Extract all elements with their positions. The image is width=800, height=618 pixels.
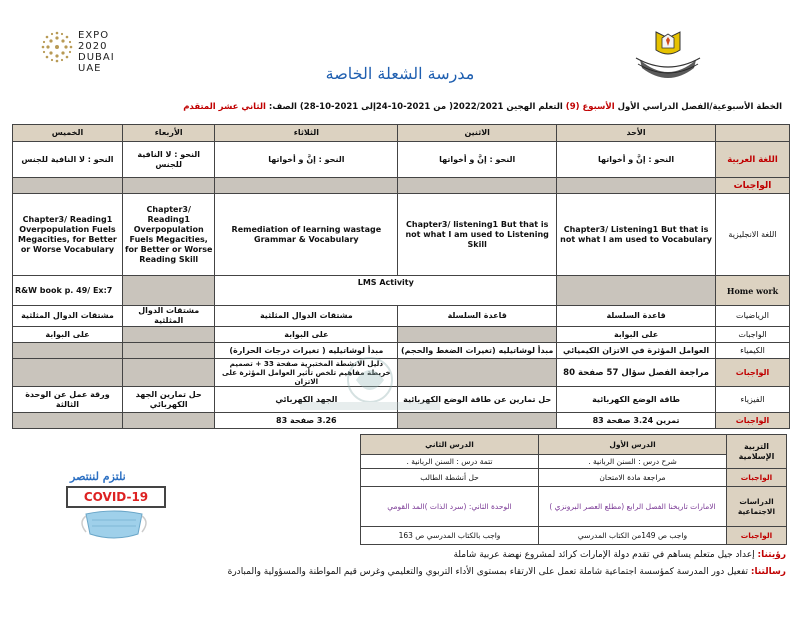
english-homework-row <box>13 276 790 306</box>
english-thu: Chapter3/ Reading1 Overpopulation Fuels Megacities, for Better or Worse Vocabulary <box>13 194 123 276</box>
expo-emblem-icon <box>40 30 74 64</box>
expo-2020-logo <box>40 30 130 85</box>
subjects-lessons-table <box>360 434 787 545</box>
covid-label: COVID-19 <box>66 486 166 508</box>
islamic-label: التربية الإسلامية <box>727 435 787 469</box>
math-thu: مشتقات الدوال المثلثية <box>13 306 123 327</box>
english-sun: Chapter3/ Listening1 But that is not what I am used to Vocabulary <box>557 194 716 276</box>
chem-tue: مبدأ لوشاتيليه ( تغيرات درجات الحرارة) <box>215 343 398 359</box>
phys-homework-label: الواجبات <box>716 413 790 429</box>
math-hw-mon <box>398 327 557 343</box>
social-homework-row <box>361 527 787 545</box>
arabic-mon: النحو : إنَّ و أخواتها <box>398 142 557 178</box>
math-hw-tue: على البوابة <box>215 327 398 343</box>
chem-hw-thu <box>13 359 123 387</box>
arabic-hw-wed <box>122 178 215 194</box>
math-row <box>13 306 790 327</box>
day-sun: الأحد <box>557 125 716 142</box>
social-label: الدراسات الاجتماعية <box>727 487 787 527</box>
english-hw-sun <box>557 276 716 306</box>
phys-hw-tue: 3.26 صفحة 83 <box>215 413 398 429</box>
social-lesson2: الوحدة الثاني: (سرد الذات )المد القومي <box>361 487 539 527</box>
english-homework-label: Home work <box>716 276 790 306</box>
days-header-row <box>13 125 790 142</box>
expo-year: 2020 <box>78 41 108 52</box>
english-row <box>13 194 790 276</box>
plan-week: الأسبوع (9) <box>565 102 615 112</box>
chem-hw-tue: دليل الانشطة المختبرية صفحة 33 + تصميم خريطة مفاهيم تلخص تأثير العوامل المؤثرة على الاتزان <box>215 359 398 387</box>
mission-text: تفعيل دور المدرسة كمؤسسة اجتماعية شاملة تعمل على الارتقاء بمستوى الأداء التربوي والتعليمي وغرس قيم المواطنة والمسؤولية والمبادرة <box>227 567 748 577</box>
phys-label: الفيزياء <box>716 387 790 413</box>
plan-grade: الثاني عشر المتقدم <box>183 102 266 112</box>
arabic-hw-sun <box>557 178 716 194</box>
islamic-homework-row <box>361 469 787 487</box>
vision-statement <box>150 550 786 560</box>
mission-statement <box>40 567 786 577</box>
arabic-homework-label: الواجبات <box>716 178 790 194</box>
expo-word: EXPO <box>78 30 110 41</box>
islamic-lessons-row <box>361 455 787 469</box>
arabic-tue: النحو : إنَّ و أخواتها <box>215 142 398 178</box>
arabic-homework-row <box>13 178 790 194</box>
chem-sun: العوامل المؤثرة في الاتزان الكيميائي <box>557 343 716 359</box>
phys-mon: حل تمارين عن طاقة الوضع الكهربائية <box>398 387 557 413</box>
expo-wordmark <box>78 30 115 74</box>
arabic-wed: النحو : لا النافية للجنس <box>122 142 215 178</box>
math-sun: قاعدة السلسلة <box>557 306 716 327</box>
lesson2-header: الدرس الثاني <box>361 435 539 455</box>
math-hw-sun: على البوابة <box>557 327 716 343</box>
weekly-plan-header <box>150 102 782 112</box>
arabic-hw-mon <box>398 178 557 194</box>
english-mon: Chapter3/ listening1 But that is not what I am used to Listening Skill <box>398 194 557 276</box>
phys-hw-wed <box>122 413 215 429</box>
watermark-logo-icon <box>260 350 480 420</box>
phys-hw-thu <box>13 413 123 429</box>
chem-hw-sun: مراجعة الفصل سؤال 57 صفحة 80 <box>557 359 716 387</box>
chem-homework-label: الواجبات <box>716 359 790 387</box>
islamic-homework-label: الواجبات <box>727 469 787 487</box>
plan-semester: الخطة الأسبوعية/الفصل الدراسي الأول <box>617 102 782 112</box>
english-hw-wed <box>122 276 215 306</box>
islamic-hw2: حل أنشطة الطالب <box>361 469 539 487</box>
arabic-thu: النحو : لا النافية للجنس <box>13 142 123 178</box>
math-hw-wed <box>122 327 215 343</box>
corner-cell <box>716 125 790 142</box>
social-homework-label: الواجبات <box>727 527 787 545</box>
phys-hw-sun: تمرين 3.24 صفحة 83 <box>557 413 716 429</box>
english-label: اللغة الانجليزية <box>716 194 790 276</box>
chem-mon: مبدأ لوشاتيليه (تغيرات الضغط والحجم) <box>398 343 557 359</box>
english-wed: Chapter3/ Reading1 Overpopulation Fuels Megacities, for Better or Worse Reading Skill <box>122 194 215 276</box>
english-tue: Remediation of learning wastage Grammar & Vocabulary <box>215 194 398 276</box>
english-hw-thu: R&W book p. 49/ Ex:7 <box>13 276 123 306</box>
arabic-label: اللغة العربية <box>716 142 790 178</box>
vision-label: رؤيتنا: <box>757 550 786 560</box>
arabic-row <box>13 142 790 178</box>
chem-wed <box>122 343 215 359</box>
math-hw-thu: على البوابة <box>13 327 123 343</box>
day-mon: الاثنين <box>398 125 557 142</box>
phys-tue: الجهد الكهربائي <box>215 387 398 413</box>
covid-slogan: نلتزم لننتصر <box>70 470 126 483</box>
arabic-sun: النحو : إنَّ و أخواتها <box>557 142 716 178</box>
social-hw1: واجب ص 149من الكتاب المدرسي <box>539 527 727 545</box>
day-tue: الثلاثاء <box>215 125 398 142</box>
math-label: الرياضيات <box>716 306 790 327</box>
lesson1-header: الدرس الأول <box>539 435 727 455</box>
math-wed: مشتقات الدوال المثلثية <box>122 306 215 327</box>
plan-dates: التعلم الهجين 2022/2021( من 2021-10-24إلى 2021-10-28) الصف: <box>268 102 563 112</box>
math-homework-row <box>13 327 790 343</box>
chem-label: الكيمياء <box>716 343 790 359</box>
phys-thu: ورقة عمل عن الوحدة الثالثة <box>13 387 123 413</box>
chem-hw-wed <box>122 359 215 387</box>
school-name: مدرسة الشعلة الخاصة <box>325 64 475 83</box>
islamic-hw1: مراجعة مادة الامتحان <box>539 469 727 487</box>
lessons-header-row <box>361 435 787 455</box>
islamic-lesson2: تتمة درس : السنن الربانية . <box>361 455 539 469</box>
math-homework-label: الواجبات <box>716 327 790 343</box>
social-hw2: واجب بالكتاب المدرسي ص 163 <box>361 527 539 545</box>
face-mask-icon <box>78 508 150 542</box>
school-logo <box>628 28 708 86</box>
phys-sun: طاقة الوضع الكهربائية <box>557 387 716 413</box>
islamic-lesson1: شرح درس : السنن الربانية . <box>539 455 727 469</box>
phys-wed: حل تمارين الجهد الكهربائي <box>122 387 215 413</box>
social-lessons-row <box>361 487 787 527</box>
arabic-hw-thu <box>13 178 123 194</box>
school-crest-icon <box>628 28 708 86</box>
covid-awareness-badge <box>60 470 170 550</box>
math-tue: مشتقات الدوال المثلثية <box>215 306 398 327</box>
day-thu: الخميس <box>13 125 123 142</box>
vision-text: إعداد جيل متعلم يساهم في تقدم دولة الإمارات كرائد لمشروع نهضة عربية شاملة <box>453 550 755 560</box>
expo-city: DUBAI <box>78 52 115 63</box>
mission-label: رسالتنا: <box>750 567 786 577</box>
arabic-hw-tue <box>215 178 398 194</box>
chem-thu <box>13 343 123 359</box>
expo-country: UAE <box>78 63 102 74</box>
day-wed: الأربعاء <box>122 125 215 142</box>
english-hw-mon-tue: LMS Activity <box>215 276 557 306</box>
social-lesson1: الامارات تاريخنا الفصل الرابع (مطلع العصر البرونزي ) <box>539 487 727 527</box>
math-mon: قاعدة السلسلة <box>398 306 557 327</box>
